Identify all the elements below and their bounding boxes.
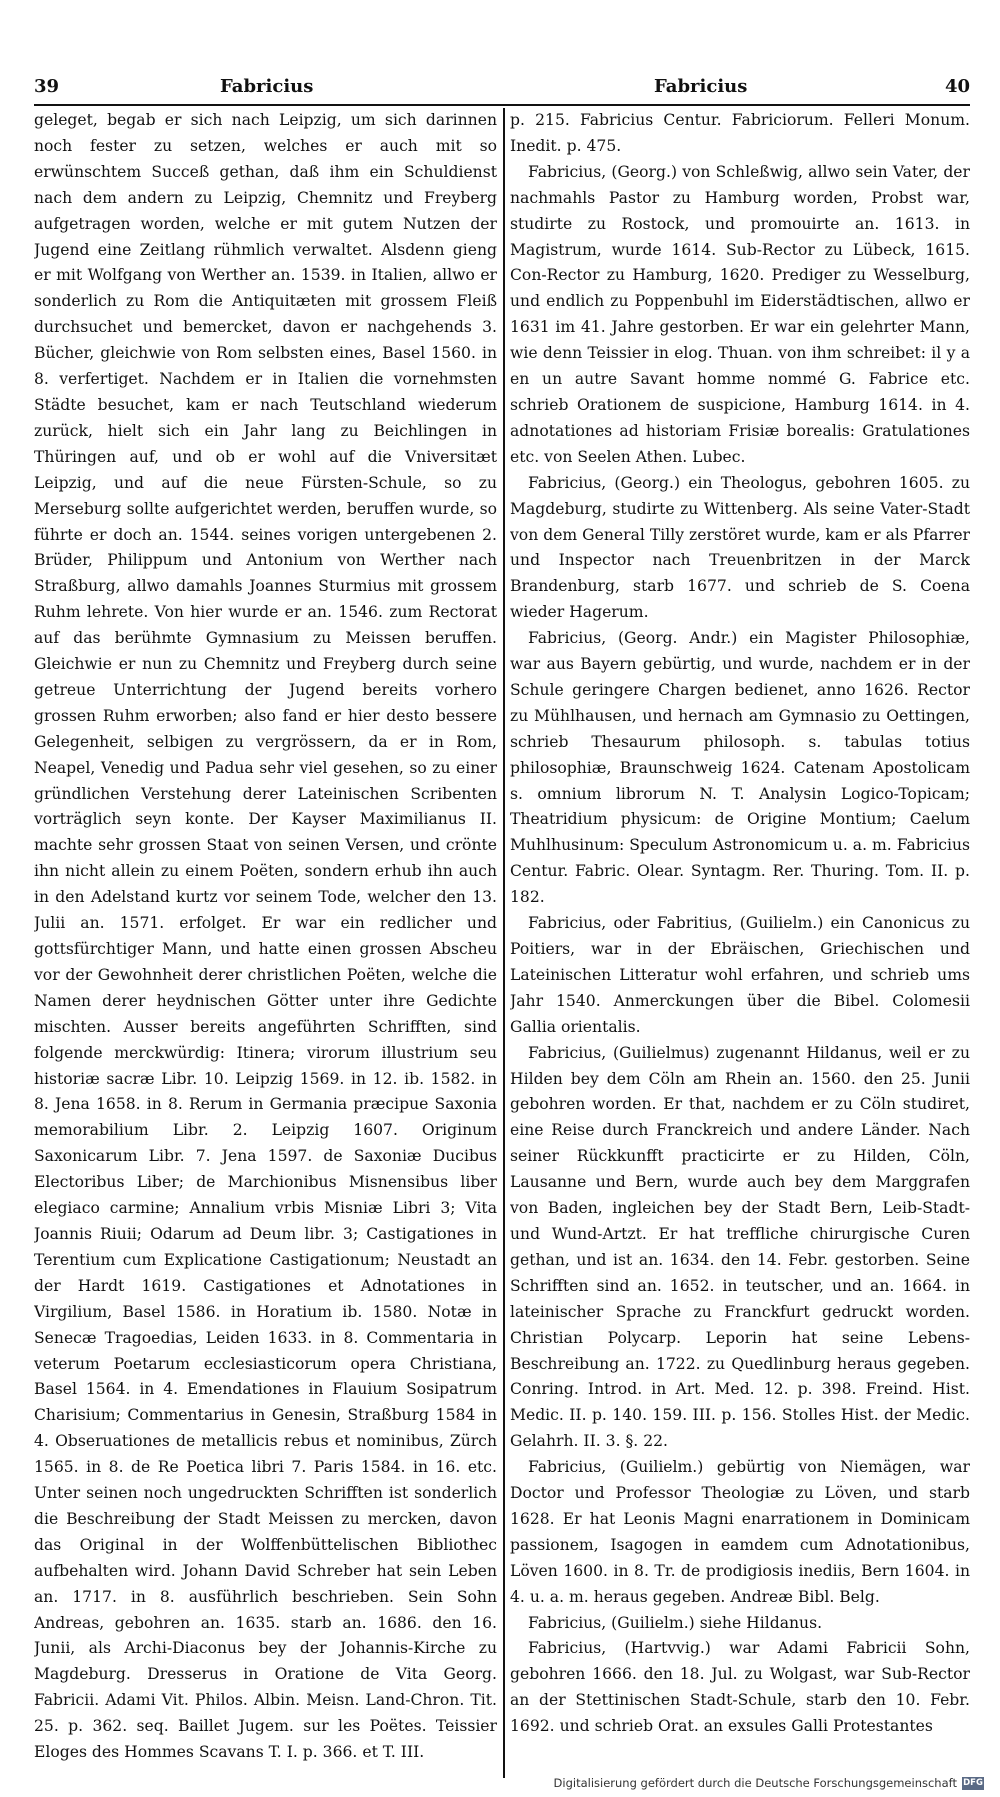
entry-guilielmus-hildanus: Fabricius, (Guilielmus) zugenannt Hildanus, weil er zu Hilden bey dem Cöln am Rhein an. 1560. den 25. Junii gebohren worden. Er that, nachdem er zu Cöln studiret, eine Reise durch Franckreich und andere Länder. Nach seiner Rückkunfft practicirte er zu Hilden, Cöln, Lausanne und Bern, wurde auch bey dem Marggrafen von Baden, ingleichen bey der Stadt Bern, Leib-Stadt- und Wund-Artzt. Er hat treffliche chirurgische Curen gethan, und ist an. 1634. den 14. Febr. gestorben. Seine Schrifften sind an. 1652. in teutscher, und an. 1664. in lateinischer Sprache zu Franckfurt gedruckt worden. Christian Polycarp. Leporin hat seine Lebens-Beschreibung an. 1722. zu Quedlinburg heraus gegeben. Conring. Introd. in Art. Med. 12. p. 398. Freind. Hist. Medic. II. p. 140. 159. III. p. 156. Stolles Hist. der Medic. Gelahrh. II. 3. §. 22. [510, 1043, 970, 1451]
entry-continuation: p. 215. Fabricius Centur. Fabriciorum. Felleri Monum. Inedit. p. 475. [510, 111, 970, 155]
running-header [34, 70, 970, 104]
page-number-right: 40 [944, 76, 970, 97]
left-column-text: geleget, begab er sich nach Leipzig, um sich darinnen noch fester zu setzen, welches er auch mit so erwünschtem Succeß gethan, daß ihm ein Schuldienst nach dem andern zu Leipzig, Chemnitz und Freyberg aufgetragen worden, welche er mit gutem Nutzen der Jugend eine Zeitlang rühmlich verwaltet. Alsdenn gieng er mit Wolfgang von Werther an. 1539. in Italien, allwo er sonderlich zu Rom die Antiquitæten mit grossem Fleiß durchsuchet und bemercket, davon er nachgehends 3. Bücher, gleichwie von Rom selbsten eines, Basel 1560. in 8. verfertiget. Nachdem er in Italien die vornehmsten Städte besuchet, kam er nach Teutschland wiederum zurück, hielt sich ein Jahr lang zu Beichlingen in Thüringen auf, und ob er wohl auf die Vniversitæt Leipzig, und auf die neue Fürsten-Schule, so zu Merseburg sollte aufgerichtet werden, beruffen wurde, so führte er doch an. 1544. seines vorigen untergebenen 2. Brüder, Philippum und Antonium von Werther nach Straßburg, allwo damahls Joannes Sturmius mit grossem Ruhm lehrete. Von hier wurde er an. 1546. zum Rectorat auf das berühmte Gymnasium zu Meissen beruffen. Gleichwie er nun zu Chemnitz und Freyberg durch seine getreue Unterrichtung der Jugend bereits vorhero grossen Ruhm erworben; also fand er hier desto bessere Gelegenheit, selbigen zu vergrössern, da er in Rom, Neapel, Venedig und Padua sehr viel gesehen, so zu einer gründlichen Verstehung derer Lateinischen Scribenten vorträglich seyn konte. Der Kayser Maximilianus II. machte sehr grossen Staat von seinen Versen, und crönte ihn nicht allein zu einem Poëten, sondern erhub ihn auch in den Adelstand kurtz vor seinem Tode, welcher den 13. Julii an. 1571. erfolget. Er war ein redlicher und gottsfürchtiger Mann, und hatte einen grossen Abscheu vor der Gewohnheit derer christlichen Poëten, welche die Namen derer heydnischen Götter unter ihre Gedichte mischten. Ausser bereits angeführten Schrifften, sind folgende merckwürdig: Itinera; virorum illustrium seu historiæ sacræ Libr. 10. Leipzig 1569. in 12. ib. 1582. in 8. Jena 1658. in 8. Rerum in Germania præcipue Saxonia memorabilium Libr. 2. Leipzig 1607. Originum Saxonicarum Libr. 7. Jena 1597. de Saxoniæ Ducibus Electoribus Liber; de Marchionibus Misnensibus liber elegiaco carmine; Annalium vrbis Misniæ Libri 3; Vita Joannis Riuii; Odarum ad Deum libr. 3; Castigationes in Terentium cum Explicatione Castigationum; Neustadt an der Hardt 1619. Castigationes et Adnotationes in Virgilium, Basel 1586. in Horatium ib. 1580. Notæ in Senecæ Tragoedias, Leiden 1633. in 8. Commentaria in veterum Poetarum ecclesiasticorum opera Christiana, Basel 1564. in 4. Emendationes in Flauium Sosipatrum Charisium; Commentarius in Genesin, Straßburg 1584 in 4. Obseruationes de metallicis rebus et nominibus, Zürch 1565. in 8. de Re Poetica libri 7. Paris 1584. in 16. etc. Unter seinen noch ungedruckten Schrifften ist sonderlich die Beschreibung der Stadt Meissen zu mercken, davon das Original in der Wolffenbüttelischen Bibliothec aufbehalten wird. Johann David Schreber hat sein Leben an. 1717. in 8. ausführlich beschrieben. Sein Sohn Andreas, gebohren an. 1635. starb an. 1686. den 16. Junii, als Archi-Diaconus bey der Johannis-Kirche zu Magdeburg. Dresserus in Oratione de Vita Georg. Fabricii. Adami Vit. Philos. Albin. Meisn. Land-Chron. Tit. 25. p. 362. seq. Baillet Jugem. sur les Poëtes. Teissier Eloges des Hommes Scavans T. I. p. 366. et T. III. [34, 111, 497, 1762]
entry-guilielm-canonicus: Fabricius, oder Fabritius, (Guilielm.) ein Canonicus zu Poitiers, war in der Ebräischen, Griechischen und Lateinischen Litteratur wohl erfahren, und schrieb ums Jahr 1540. Anmerckungen über die Bibel. Colomesii Gallia orientalis. [510, 914, 970, 1036]
entry-georg-schleswig: Fabricius, (Georg.) von Schleßwig, allwo sein Vater, der nachmahls Pastor zu Hamburg worden, Probst war, studirte zu Rostock, und promouirte an. 1613. in Magistrum, wurde 1614. Sub-Rector zu Lübeck, 1615. Con-Rector zu Hamburg, 1620. Prediger zu Wesselburg, und endlich zu Poppenbuhl im Eiderstädtischen, allwo er 1631 im 41. Jahre gestorben. Er war ein gelehrter Mann, wie denn Teissier in elog. Thuan. von ihm schreibet: il y a en un autre Savant homme nommé G. Fabrice etc. schrieb Orationem de suspicione, Hamburg 1614. in 4. adnotationes ad historiam Frisiæ borealis: Gratulationes etc. von Seelen Athen. Lubec. [510, 162, 970, 466]
digitization-credit [554, 1774, 984, 1792]
column-divider [503, 108, 505, 1778]
running-title-right: Fabricius [654, 76, 748, 97]
entry-guilielm-crossref: Fabricius, (Guilielm.) siehe Hildanus. [528, 1613, 823, 1632]
dfg-logo-icon: DFG [963, 1777, 983, 1788]
entry-georg-andr: Fabricius, (Georg. Andr.) ein Magister Philosophiæ, war aus Bayern gebürtig, und wurde, nachdem er in der Schule geringere Chargen bedienet, anno 1626. Rector zu Mühlhausen, und hernach am Gymnasio zu Oettingen, schrieb Thesaurum philosoph. s. tabulas totius philosophiæ, Braunschweig 1624. Catenam Apostolicam s. omnium librorum N. T. Analysin Logico-Topicam; Theatridium physicum: de Origine Montium; Caelum Muhlhusinum: Speculum Astronomicum u. a. m. Fabricius Centur. Fabric. Olear. Syntagm. Rer. Thuring. Tom. II. p. 182. [510, 629, 970, 907]
right-column [510, 108, 970, 1778]
left-column [34, 108, 497, 1778]
header-rule [34, 104, 970, 106]
running-title-left: Fabricius [220, 76, 314, 97]
page-number-left: 39 [34, 76, 60, 97]
credit-text: Digitalisierung gefördert durch die Deutsche Forschungsgemeinschaft [553, 1776, 957, 1790]
entry-georg-theologus: Fabricius, (Georg.) ein Theologus, gebohren 1605. zu Magdeburg, studirte zu Wittenberg. Als seine Vater-Stadt von dem General Tilly zerstöret wurde, kam er als Pfarrer und Inspector nach Treuenbritzen in der Marck Brandenburg, starb 1677. und schrieb de S. Coena wieder Hagerum. [510, 473, 970, 622]
entry-hartvvig: Fabricius, (Hartvvig.) war Adami Fabricii Sohn, gebohren 1666. den 18. Jul. zu Wolgast, war Sub-Rector an der Stettinischen Stadt-Schule, starb den 10. Febr. 1692. und schrieb Orat. an exsules Galli Protestantes [510, 1639, 970, 1736]
entry-guilielm-niemaegen: Fabricius, (Guilielm.) gebürtig von Niemägen, war Doctor und Professor Theologiæ zu Löven, und starb 1628. Er hat Leonis Magni enarrationem in Dominicam passionem, Isagogen in eamdem cum Adnotationibus, Löven 1600. in 8. Tr. de prodigiosis inediis, Bern 1604. in 4. u. a. m. heraus gegeben. Andreæ Bibl. Belg. [510, 1458, 970, 1606]
